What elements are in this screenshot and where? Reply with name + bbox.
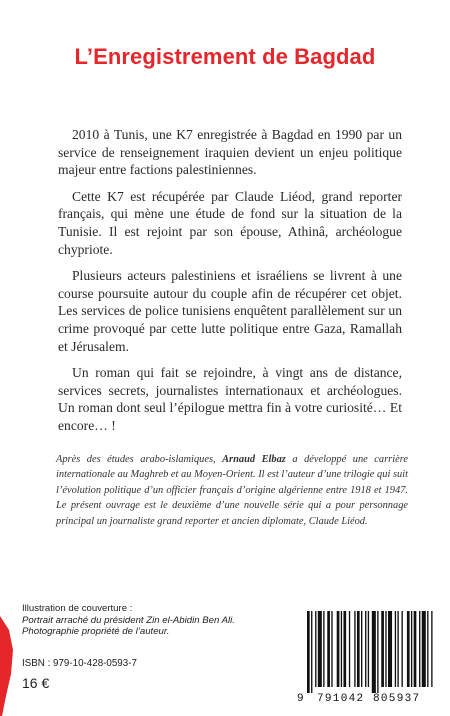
barcode-bar bbox=[361, 611, 362, 687]
barcode-bar bbox=[427, 611, 428, 687]
blurb-paragraph: 2010 à Tunis, une K7 enregistrée à Bagdad en 1990 par un service de renseignement iraquien devient un enjeu politique majeur entre factions palestiniennes. bbox=[58, 127, 402, 178]
barcode-group-right: 805937 bbox=[373, 693, 421, 705]
red-quill-logo bbox=[0, 616, 16, 716]
barcode-bar bbox=[368, 611, 369, 687]
barcode-bar bbox=[381, 611, 384, 687]
barcode-bar bbox=[307, 611, 310, 693]
barcode-bar bbox=[397, 611, 398, 687]
price-text: 16 € bbox=[22, 675, 50, 691]
blurb-paragraph: Cette K7 est récupérée par Claude Liéod, grand reporter français, qui mène une étude de fond sur la situation de la Tunisie. Il est rejoint par son épouse, Athinâ, archéologue chypriote. bbox=[58, 188, 402, 257]
barcode-bar bbox=[354, 611, 355, 687]
barcode-bar bbox=[407, 611, 410, 687]
barcode-bar bbox=[419, 611, 420, 687]
barcode-bar bbox=[422, 611, 426, 687]
barcode-bar bbox=[402, 611, 403, 687]
bio-body: a développé une carrière internationale au Maghreb et au Moyen-Orient. Il est l’auteur d’une trilogie qui suit l’évolution politique d’un officier français d’origine algérienne entre 1918 et 1947. Le présent ouvrage est le deuxième d’une nouvelle série qui a pour personnage principal un journaliste grand reporter et ancien diplomate, Claude Liéod. bbox=[56, 454, 408, 527]
barcode-bar bbox=[337, 611, 340, 687]
author-bio bbox=[56, 452, 408, 529]
barcode-bar bbox=[318, 611, 322, 687]
barcode-bar bbox=[349, 611, 350, 687]
barcode-first-digit: 9 bbox=[297, 693, 304, 705]
cover-credits bbox=[22, 603, 282, 638]
barcode-bar bbox=[411, 611, 412, 687]
barcode-bar bbox=[385, 611, 386, 687]
barcode-bar bbox=[365, 611, 366, 687]
barcode-bar bbox=[311, 611, 312, 693]
barcode-bar bbox=[372, 611, 376, 693]
barcode-group-left: 791042 bbox=[317, 693, 365, 705]
barcode-bar bbox=[357, 611, 360, 687]
barcode-background bbox=[295, 605, 439, 705]
author-name: Arnaud Elbaz bbox=[222, 454, 286, 465]
barcode-bar bbox=[388, 611, 392, 687]
barcode-bar bbox=[414, 611, 417, 687]
barcode-bar bbox=[323, 611, 324, 687]
red-quill-shape bbox=[0, 616, 13, 716]
barcode-bar bbox=[431, 611, 432, 687]
barcode-bar bbox=[395, 611, 396, 687]
blurb-paragraph: Un roman qui fait se rejoindre, à vingt ans de distance, services secrets, journalistes internationaux et archéologues. Un roman dont seul l’épilogue mettra fin à votre curiosité… Et encore… ! bbox=[58, 365, 402, 433]
barcode-bar bbox=[377, 611, 378, 693]
bio-intro: Après des études arabo-islamiques, bbox=[56, 454, 223, 465]
barcode-bar bbox=[341, 611, 342, 687]
book-title: L’Enregistrement de Bagdad bbox=[74, 44, 376, 69]
back-cover-blurb bbox=[58, 126, 402, 444]
blurb-paragraph: Plusieurs acteurs palestiniens et israéliens se livrent à une course poursuite autour du couple afin de récupérer cet objet. Les services de police tunisiens enquêtent parallèlement sur un crime provoqué par cette lutte politique entre Gaza, Ramallah et Jérusalem. bbox=[58, 268, 402, 354]
isbn-barcode bbox=[295, 605, 439, 705]
isbn-text: ISBN : 979-10-428-0593-7 bbox=[22, 658, 137, 669]
barcode-bar bbox=[327, 611, 330, 687]
credits-line: Photographie propriété de l’auteur. bbox=[22, 626, 170, 638]
barcode-bar bbox=[331, 611, 332, 687]
credits-line: Portrait arraché du président Zin el-Abidin Ben Ali. bbox=[22, 614, 235, 626]
barcode-bar bbox=[315, 611, 316, 687]
barcode-bar bbox=[343, 611, 346, 687]
credits-heading: Illustration de couverture : bbox=[22, 603, 133, 614]
